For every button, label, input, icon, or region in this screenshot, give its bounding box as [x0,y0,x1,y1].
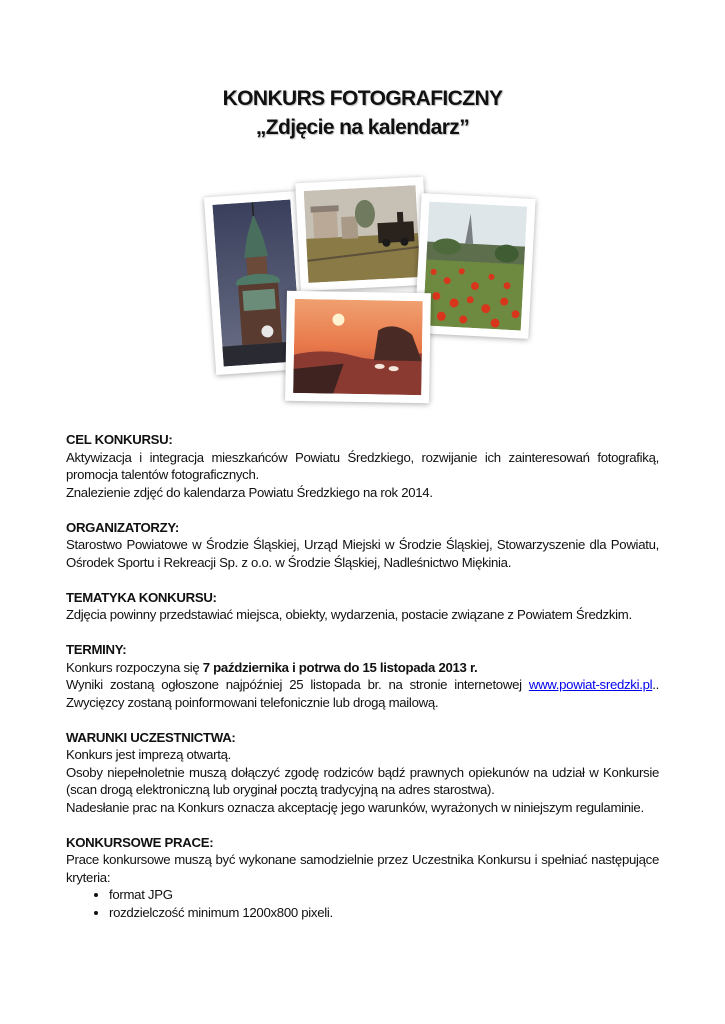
paragraph: Starostwo Powiatowe w Środzie Śląskiej, Urząd Miejski w Środzie Śląskiej, Stowarzyszenie dla Powiatu, Ośrodek Sportu i Rekreacji Sp. z o.o. w Środzie Śląskiej, Nadleśnictwo Miękinia. [66,537,659,570]
paragraph: Prace konkursowe muszą być wykonane samodzielnie przez Uczestnika Konkursu i spełniać następujące kryteria: [66,852,659,885]
section-warunki [66,729,659,817]
photo-sunset-lake [285,291,431,403]
section-organizatorzy [66,519,659,572]
page-title: KONKURS FOTOGRAFICZNY [222,87,503,110]
paragraph: Osoby niepełnoletnie muszą dołączyć zgodę rodziców bądź prawnych opiekunów na udział w Konkursie (scan drogą elektroniczną lub oryginał pocztą tradycyjną na adres starostwa). [66,764,659,797]
photo-poppy-field [414,193,535,339]
section-prace [66,834,659,922]
section-tematyka [66,589,659,624]
section-cel [66,431,659,501]
paragraph: Nadesłanie prac na Konkurs oznacza akceptację jego warunków, wyrażonych w niniejszym regulaminie. [66,799,644,815]
section-heading: TEMATYKA KONKURSU: [66,589,217,605]
section-heading: ORGANIZATORZY: [66,519,180,535]
page-subtitle: „Zdjęcie na kalendarz” [255,116,470,139]
paragraph [66,659,659,677]
list-item: • rozdzielczość minimum 1200x800 pixeli. [109,904,659,922]
text: Konkurs rozpoczyna się [66,659,203,675]
section-heading: KONKURSOWE PRACE: [66,834,214,850]
dates-bold: 7 października i potrwa do 15 listopada 2013 r. [202,659,478,675]
criteria-list [66,886,659,921]
paragraph: Konkurs jest imprezą otwartą. [66,747,232,762]
section-heading: TERMINY: [66,642,127,657]
section-terminy [66,641,659,711]
list-item: • format JPG [109,886,659,904]
paragraph: Aktywizacja i integracja mieszkańców Powiatu Średzkiego, rozwijanie ich zainteresowań fotografiką, promocja talentów fotograficznych. [66,449,659,482]
paragraph: Znalezienie zdjęć do kalendarza Powiatu Średzkiego na rok 2014. [66,484,433,500]
text: .. Zwycięzcy zostaną poinformowani telefonicznie lub drogą mailową. [66,677,659,710]
regulations-body [66,431,659,939]
paragraph [66,676,659,711]
website-link[interactable]: www.powiat-sredzki.pl [528,677,653,692]
text: Wyniki zostaną ogłoszone najpóźniej 25 listopada br. na stronie internetowej [66,677,529,692]
section-heading: WARUNKI UCZESTNICTWA: [66,729,236,745]
paragraph: Zdjęcia powinny przedstawiać miejsca, obiekty, wydarzenia, postacie związane z Powiatem Średzkim. [66,607,632,622]
section-heading: CEL KONKURSU: [66,432,173,447]
photo-steam-train [295,177,428,292]
